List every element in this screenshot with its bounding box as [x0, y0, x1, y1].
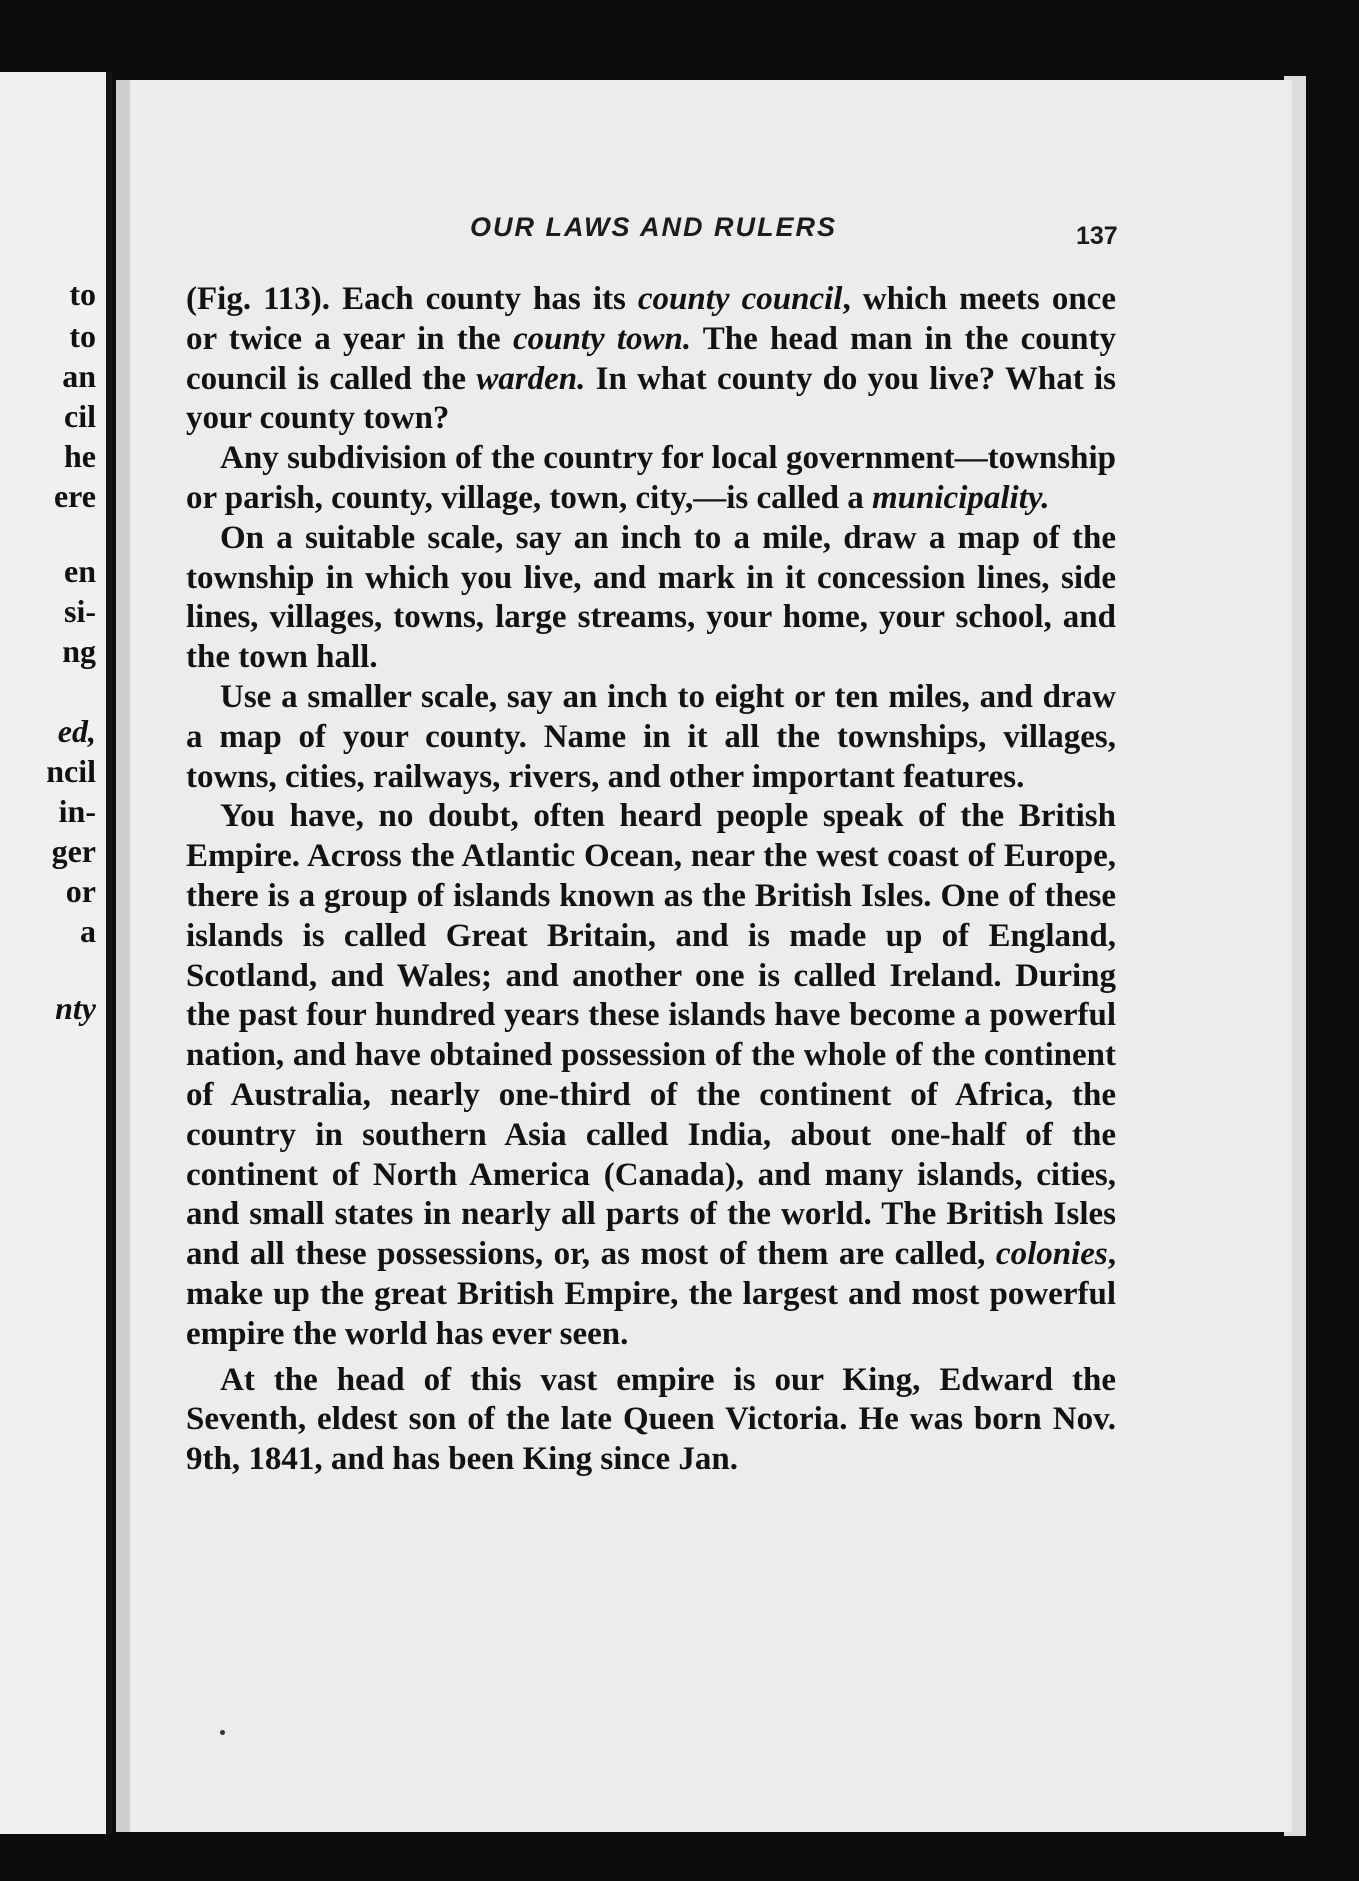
text-run: Use a smaller scale, say an inch to eight or ten miles, and draw a map of your county. Name in it all the townships, villages, towns, cities, railways, rivers, and other important features.: [186, 678, 1116, 795]
margin-fragment: an: [62, 358, 96, 394]
italic-run: colonies: [995, 1236, 1108, 1273]
page-number: 137: [1076, 222, 1118, 250]
margin-fragment: a: [80, 913, 96, 949]
paragraph: [186, 797, 1116, 1354]
italic-run: warden.: [476, 360, 586, 397]
paragraph: [186, 439, 1116, 519]
italic-run: county council: [637, 281, 843, 317]
margin-fragment: he: [64, 438, 96, 474]
margin-fragment: to: [69, 276, 96, 312]
text-run: (Fig. 113). Each county has its: [186, 281, 638, 317]
margin-fragment: cil: [64, 398, 96, 434]
margin-fragment: ncil: [46, 753, 96, 789]
margin-fragment: si-: [64, 593, 96, 629]
text-run: On a suitable scale, say an inch to a mile, draw a map of the township in which you live, and mark in it concession lines, side lines, villages, towns, large streams, your home, your school, and the town hall.: [186, 519, 1116, 676]
margin-fragment: ere: [53, 478, 96, 514]
margin-fragment: nty: [55, 990, 96, 1026]
text-run: You have, no doubt, often heard people speak of the British Empire. Across the Atlantic Ocean, near the west coast of Europe, there is a group of islands known as the British Isles. One of these islands is called Great Britain, and is made up of England, Scotland, and Wales; and another one is called Ireland. During the past four hundred years these islands have become a powerful nation, and have obtained possession of the whole of the continent of Australia, nearly one-third of the continent of Africa, the country in southern Asia called India, about one-half of the continent of North America (Canada), and many islands, cities, and small states in nearly all parts of the world. The British Isles and all these possessions, or, as most of them are called,: [186, 798, 1116, 1273]
text-run: In what county do you live? What is your county town?: [186, 360, 1116, 437]
margin-fragment: ng: [62, 633, 96, 669]
margin-fragment: to: [69, 318, 96, 354]
italic-run: municipality.: [872, 479, 1050, 516]
paragraph: [186, 519, 1116, 678]
ink-speck: [220, 1730, 225, 1735]
adjacent-page-edge: [106, 72, 112, 1834]
margin-fragment: ed,: [57, 713, 96, 749]
text-run: , make up the great British Empire, the largest and most powerful empire the world has ever seen.: [186, 1236, 1116, 1352]
paragraph: [186, 1361, 1116, 1480]
text-run: , which meets once or twice a year in the: [186, 281, 1116, 357]
margin-fragment: or: [65, 873, 96, 909]
running-head: OUR LAWS AND RULERS: [470, 212, 837, 242]
body-text: [186, 280, 1116, 1480]
paragraph: [186, 280, 1116, 439]
text-run: At the head of this vast empire is our King, Edward the Seventh, eldest son of the late Queen Victoria. He was born Nov. 9th, 1841, and has been King since Jan.: [186, 1361, 1116, 1478]
margin-fragment: en: [64, 553, 96, 589]
page-gutter: [116, 80, 130, 1832]
paragraph: [186, 678, 1116, 797]
adjacent-page-left: [0, 72, 112, 1834]
italic-run: county town.: [512, 320, 692, 357]
margin-fragment: in-: [58, 793, 96, 829]
text-run: The head man in the county council is called the: [186, 320, 1117, 397]
text-run: Any subdivision of the country for local government—township or parish, county, village, town, city,—is called a: [186, 440, 1116, 516]
margin-fragment: ger: [51, 833, 96, 869]
